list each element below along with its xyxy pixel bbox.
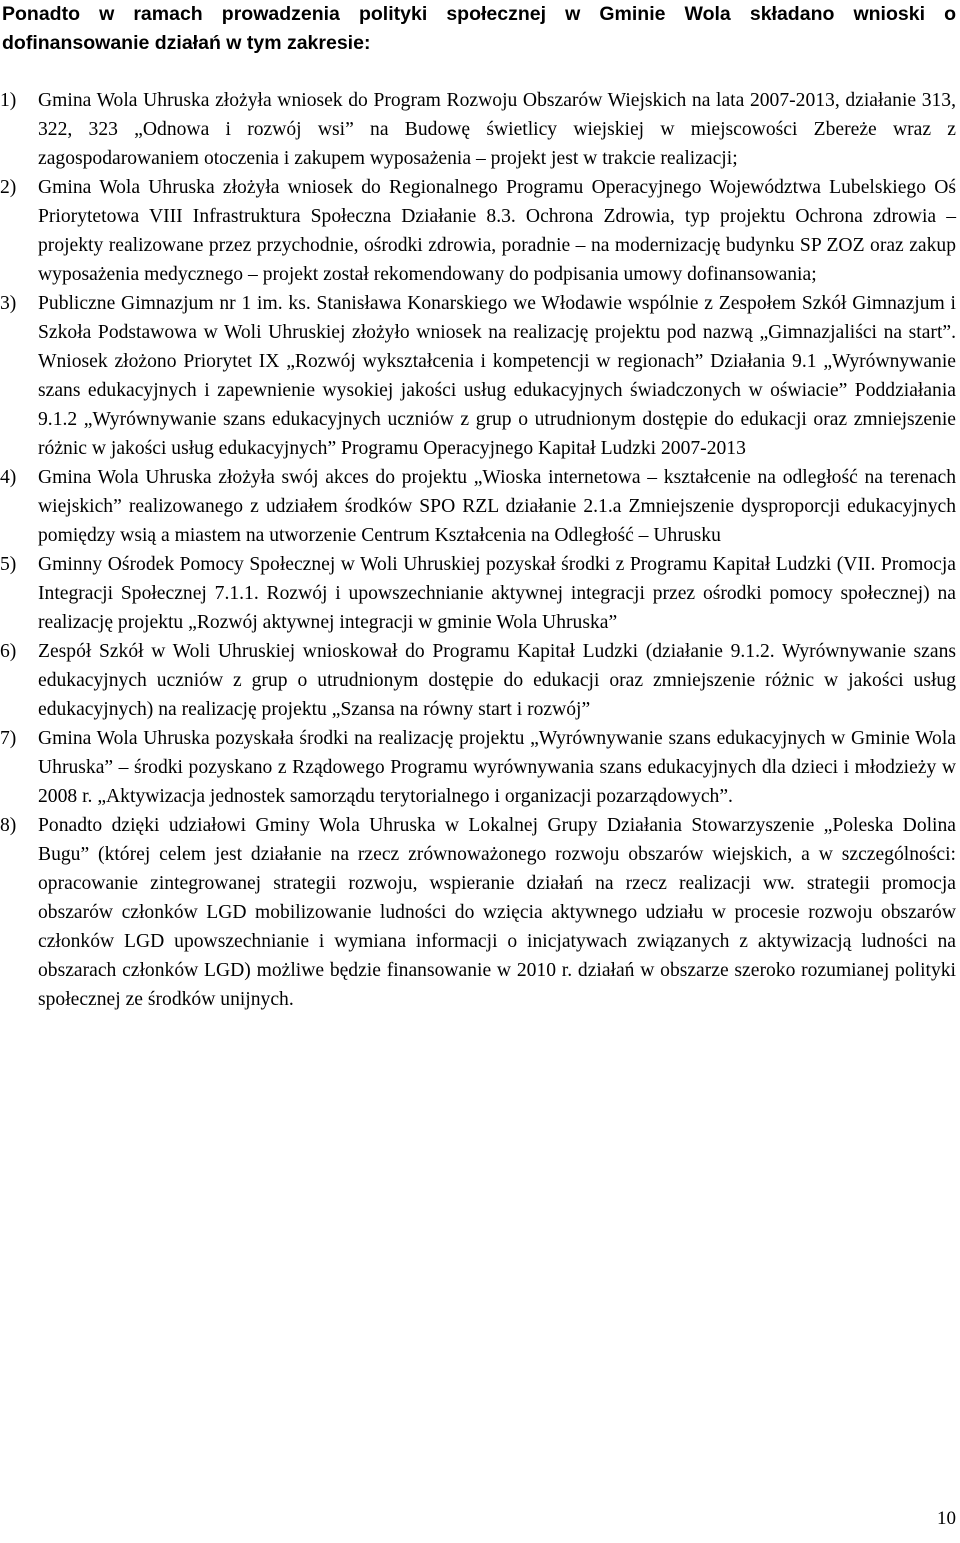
list-item-text: Publiczne Gimnazjum nr 1 im. ks. Stanisława Konarskiego we Włodawie wspólnie z Zespołem Szkół Gimnazjum i Szkoła Podstawowa w Woli Uhruskiej złożyło wniosek na realizację projektu pod nazwą „Gimnazjaliści na start”. Wniosek złożono Priorytet IX „Rozwój wykształcenia i kompetencji w regionach” Działania 9.1 „Wyrównywanie szans edukacyjnych i zapewnienie wysokiej jakości usług edukacyjnych świadczonych w oświacie” Poddziałania 9.1.2 „Wyrównywanie szans edukacyjnych uczniów z grup o utrudnionym dostępie do edukacji oraz zmniejszenie różnic w jakości usług edukacyjnych” Programu Operacyjnego Kapitał Ludzki 2007-2013	[38, 293, 956, 459]
list-item-text: Gmina Wola Uhruska pozyskała środki na realizację projektu „Wyrównywanie szans edukacyjnych w Gminie Wola Uhruska” – środki pozyskano z Rządowego Programu wyrównywania szans edukacyjnych dla dzieci i młodzieży w 2008 r. „Aktywizacja jednostek samorządu terytorialnego i organizacji pozarządowych”.	[38, 728, 956, 807]
list-item-number: 1)	[0, 90, 17, 111]
list-item-text: Ponadto dzięki udziałowi Gminy Wola Uhruska w Lokalnej Grupy Działania Stowarzyszenie „Poleska Dolina Bugu” (której celem jest działanie na rzecz zrównoważonego rozwoju obszarów wiejskich, a w szczególności: opracowanie zintegrowanej strategii rozwoju, wspieranie działań na rzecz realizacji ww. strategii promocja obszarów członków LGD mobilizowanie ludności do wzięcia aktywnego udziału w procesie rozwoju obszarów członków LGD upowszechnianie i wymiana informacji o inicjatywach związanych z aktywizacją ludności na obszarach członków LGD) możliwe będzie finansowanie w 2010 r. działań w obszarze szeroko rozumianej polityki społecznej ze środków unijnych.	[38, 815, 956, 1010]
list-item	[0, 173, 956, 289]
list-item	[0, 550, 956, 637]
list-item-text: Gmina Wola Uhruska złożyła wniosek do Regionalnego Programu Operacyjnego Województwa Lubelskiego Oś Priorytetowa VIII Infrastruktura Społeczna Działanie 8.3. Ochrona Zdrowia, typ projektu Ochrona zdrowia – projekty realizowane przez przychodnie, ośrodki zdrowia, poradnie – na modernizację budynku SP ZOZ oraz zakup wyposażenia medycznego – projekt został rekomendowany do podpisania umowy dofinansowania;	[38, 177, 956, 285]
funding-applications-list	[0, 86, 956, 1014]
list-item-number: 4)	[0, 467, 17, 488]
list-item-number: 6)	[0, 641, 17, 662]
list-item-number: 8)	[0, 815, 17, 836]
list-item	[0, 724, 956, 811]
page-number: 10	[937, 1508, 956, 1529]
list-item-number: 5)	[0, 554, 17, 575]
list-item	[0, 811, 956, 1014]
intro-paragraph: Ponadto w ramach prowadzenia polityki społecznej w Gminie Wola składano wnioski o dofinansowanie działań w tym zakresie:	[2, 3, 956, 54]
list-item-text: Zespół Szkół w Woli Uhruskiej wnioskował do Programu Kapitał Ludzki (działanie 9.1.2. Wyrównywanie szans edukacyjnych uczniów z grup o utrudnionym dostępie do edukacji oraz zmniejszenie różnic w jakości usług edukacyjnych) na realizację projektu „Szansa na równy start i rozwój”	[38, 641, 956, 720]
list-item-number: 7)	[0, 728, 17, 749]
list-item	[0, 289, 956, 463]
list-item	[0, 463, 956, 550]
list-item	[0, 637, 956, 724]
list-item	[0, 86, 956, 173]
list-item-text: Gmina Wola Uhruska złożyła swój akces do projektu „Wioska internetowa – kształcenie na odległość na terenach wiejskich” realizowanego z udziałem środków SPO RZL działanie 2.1.a Zmniejszenie dysproporcji edukacyjnych pomiędzy wsią a miastem na utworzenie Centrum Kształcenia na Odległość – Uhrusku	[38, 467, 956, 546]
list-item-text: Gmina Wola Uhruska złożyła wniosek do Program Rozwoju Obszarów Wiejskich na lata 2007-2013, działanie 313, 322, 323 „Odnowa i rozwój wsi” na Budowę świetlicy wiejskiej w miejscowości Zbereże wraz z zagospodarowaniem otoczenia i zakupem wyposażenia – projekt jest w trakcie realizacji;	[38, 90, 956, 169]
list-item-text: Gminny Ośrodek Pomocy Społecznej w Woli Uhruskiej pozyskał środki z Programu Kapitał Ludzki (VII. Promocja Integracji Społecznej 7.1.1. Rozwój i upowszechnianie aktywnej integracji przez ośrodki pomocy społecznej) na realizację projektu „Rozwój aktywnej integracji w gminie Wola Uhruska”	[38, 554, 956, 633]
list-item-number: 3)	[0, 293, 17, 314]
list-item-number: 2)	[0, 177, 17, 198]
